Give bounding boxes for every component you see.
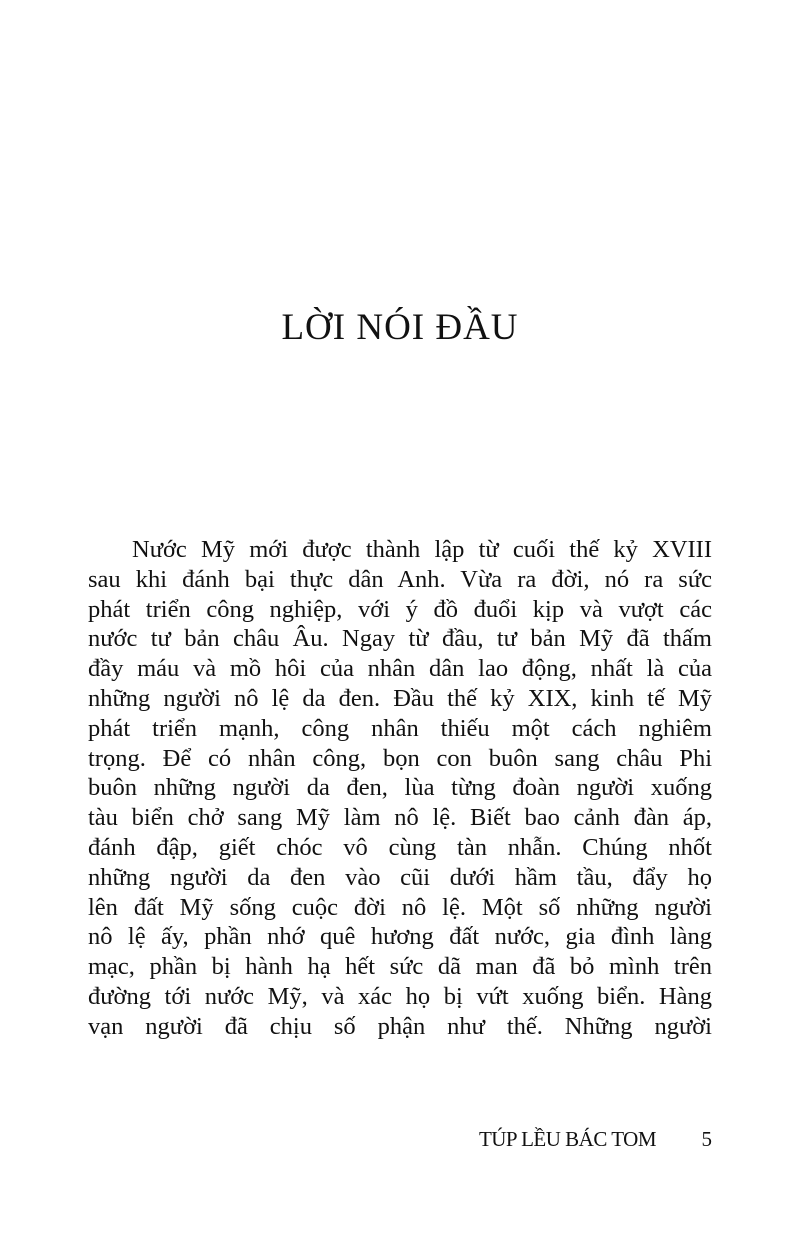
text-line: những người nô lệ da đen. Đầu thế kỷ XIX, kinh tế Mỹ (88, 684, 712, 712)
text-line: sau khi đánh bại thực dân Anh. Vừa ra đời, nó ra sức (88, 565, 712, 593)
text-line: lên đất Mỹ sống cuộc đời nô lệ. Một số những người (88, 893, 712, 921)
text-line: vạn người đã chịu số phận như thế. Những người (88, 1012, 712, 1040)
text-line: đường tới nước Mỹ, và xác họ bị vứt xuống biển. Hàng (88, 982, 712, 1010)
text-line: phát triển mạnh, công nhân thiếu một cách nghiêm (88, 714, 712, 742)
text-line: tàu biển chở sang Mỹ làm nô lệ. Biết bao cảnh đàn áp, (88, 804, 712, 832)
text-line: buôn những người da đen, lùa từng đoàn người xuống (88, 774, 712, 802)
text-line: Nước Mỹ mới được thành lập từ cuối thế kỷ XVIII (132, 536, 712, 563)
text-line: nước tư bản châu Âu. Ngay từ đầu, tư bản Mỹ đã thấm (88, 625, 712, 653)
text-line: trọng. Để có nhân công, bọn con buôn sang châu Phi (88, 744, 712, 772)
text-line: đầy máu và mồ hôi của nhân dân lao động, nhất là của (88, 655, 712, 683)
running-title: TÚP LỀU BÁC TOM (478, 1127, 656, 1151)
chapter-title: LỜI NÓI ĐẦU (281, 307, 519, 348)
text-line: mạc, phần bị hành hạ hết sức dã man đã bỏ mình trên (88, 953, 712, 981)
text-line: những người da đen vào cũi dưới hầm tầu, đẩy họ (88, 863, 712, 891)
text-line: đánh đập, giết chóc vô cùng tàn nhẫn. Chúng nhốt (88, 833, 712, 861)
page-number: 5 (701, 1127, 712, 1151)
text-line: nô lệ ấy, phần nhớ quê hương đất nước, gia đình làng (88, 923, 712, 951)
text-line: phát triển công nghiệp, với ý đồ đuổi kịp và vượt các (88, 595, 712, 623)
body-text (88, 535, 712, 1042)
